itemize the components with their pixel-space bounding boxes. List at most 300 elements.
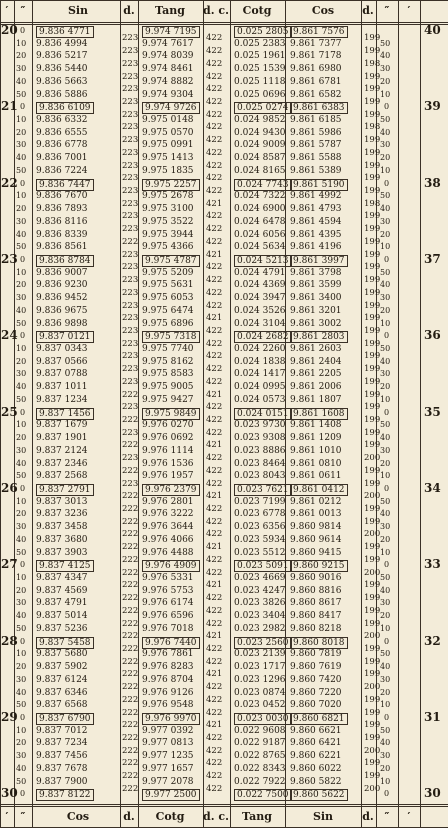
seconds-left: 50 [16,776,27,786]
seconds-left: 50 [16,623,27,633]
minute-right: 39 [424,99,441,114]
diff-cos: 199 [364,109,381,120]
seconds-right: 20 [380,458,391,468]
cotg-value: 0.022 8343 [234,763,286,774]
seconds-right: 10 [380,700,391,710]
diff-cos: 200 [364,783,381,794]
seconds-right: 40 [380,738,391,748]
tang-value: 9.976 2801 [142,496,194,507]
header-label: ′ [407,4,411,17]
header-label: d. [362,4,374,17]
seconds-right: 0 [384,789,390,799]
tang-value: 9.975 7740 [142,344,194,355]
minute-left: 27 [1,557,18,572]
seconds-right: 50 [380,496,391,506]
cos-value: 9.861 5588 [290,153,342,164]
diff-dc: 422 [206,694,223,705]
tang-value: 9.975 5209 [142,267,194,278]
minute-left: 25 [1,404,18,419]
seconds-left: 50 [16,547,27,557]
tang-value: 9.976 5331 [142,573,194,584]
sin-value: 9.836 8784 [36,255,94,267]
diff-dc: 421 [206,198,223,209]
diff-sin: 222 [122,491,139,502]
diff-cos: 199 [364,656,381,667]
diff-cos: 199 [364,415,381,425]
diff-sin: 223 [122,338,139,349]
diff-cos: 199 [364,84,381,95]
tang-value: 9.974 8461 [142,64,194,75]
seconds-right: 50 [380,420,391,430]
seconds-left: 40 [16,458,27,468]
diff-dc: 422 [206,618,223,629]
sin-value: 9.837 6124 [36,674,88,685]
cotg-value: 0.023 2982 [234,623,286,634]
tang-value: 9.975 9427 [142,394,194,405]
diff-cos: 199 [364,300,381,311]
header-label: ″ [384,4,390,17]
tang-value: 9.976 8283 [142,662,194,673]
minute-right: 34 [424,480,441,495]
header-label: d. [123,4,135,17]
cos-value: 9.861 2205 [290,369,342,380]
diff-cos: 199 [364,236,381,247]
cotg-value: 0.024 3526 [234,305,286,316]
tang-value: 9.974 9304 [142,89,194,100]
cos-value: 9.861 1408 [290,420,342,431]
sin-value: 9.837 1456 [36,408,94,420]
diff-dc: 422 [206,300,223,311]
header-label: Cotg [242,4,272,17]
cos-value: 9.861 1209 [290,433,342,444]
minute-left: 23 [1,251,18,266]
seconds-left: 10 [16,267,27,277]
diff-dc: 421 [206,542,223,553]
cos-value: 9.861 0611 [290,471,342,482]
seconds-right: 30 [380,751,391,761]
diff-cos: 199 [364,669,381,680]
diff-sin: 222 [122,605,139,616]
diff-dc: 422 [206,745,223,756]
cos-value: 9.860 8417 [290,611,342,622]
seconds-left: 30 [16,293,27,303]
seconds-left: 20 [16,662,27,672]
diff-dc: 422 [206,186,223,197]
sin-value: 9.836 4994 [36,38,88,49]
cotg-value: 0.024 1417 [234,369,286,380]
header-label: ″ [20,4,26,17]
diff-cos: 199 [364,516,381,527]
tang-value: 9.976 7440 [142,637,200,649]
cos-value: 9.861 7178 [290,51,342,62]
seconds-right: 40 [380,51,391,61]
sin-value: 9.837 2346 [36,458,88,469]
sin-value: 9.836 8339 [36,229,88,240]
tang-value: 9.975 6474 [142,305,194,316]
cotg-value: 0.023 5091 [234,560,292,572]
sin-value: 9.836 5663 [36,76,88,87]
cotg-value: 0.023 0874 [234,687,286,698]
cos-value: 9.860 5822 [290,776,342,787]
diff-cos: 199 [364,364,381,375]
cotg-value: 0.022 9187 [234,738,286,749]
row-rule [0,804,448,805]
seconds-left: 10 [16,115,27,125]
seconds-left: 10 [16,191,27,201]
seconds-left: 0 [20,560,26,570]
minute-left: 29 [1,709,18,724]
seconds-left: 20 [16,280,27,290]
cotg-value: 0.024 5634 [234,242,286,253]
tang-value: 9.976 6174 [142,598,194,609]
column-rule [203,0,204,828]
diff-cos: 199 [364,427,381,438]
seconds-left: 50 [16,318,27,328]
diff-dc: 422 [206,593,223,604]
diff-sin: 223 [122,46,139,57]
seconds-right: 0 [384,331,390,341]
seconds-left: 10 [16,725,27,735]
cos-value: 9.860 6221 [290,751,342,762]
cotg-value: 0.025 0274 [234,102,292,114]
seconds-right: 30 [380,598,391,608]
seconds-left: 30 [16,140,27,150]
seconds-right: 10 [380,242,391,252]
tang-value: 9.975 8583 [142,369,194,380]
diff-sin: 223 [122,325,139,336]
diff-sin: 223 [122,275,139,286]
diff-dc: 421 [206,631,223,642]
column-rule [361,0,362,828]
sin-value: 9.836 4771 [36,26,94,38]
cotg-value: 0.023 9308 [234,433,286,444]
cotg-value: 0.024 7743 [234,179,292,191]
diff-sin: 223 [122,351,139,362]
tang-value: 9.975 5631 [142,280,194,291]
diff-dc: 422 [206,758,223,769]
diff-dc: 422 [206,364,223,375]
diff-cos: 199 [364,287,381,298]
sin-value: 9.836 5440 [36,64,88,75]
sin-value: 9.836 9898 [36,318,88,329]
sin-value: 9.836 9007 [36,267,88,278]
diff-dc: 422 [206,325,223,336]
diff-sin: 223 [122,96,139,107]
diff-dc: 422 [206,415,223,425]
diff-sin: 223 [122,147,139,158]
diff-dc: 422 [206,682,223,693]
seconds-left: 20 [16,127,27,137]
tang-value: 9.976 0692 [142,433,194,444]
seconds-left: 20 [16,204,27,214]
sin-value: 9.836 7224 [36,165,88,176]
tang-value: 9.975 3522 [142,216,194,227]
sin-value: 9.837 6346 [36,687,88,698]
row-rule [0,806,448,807]
tang-value: 9.976 8704 [142,674,194,685]
diff-cos: 199 [364,186,381,197]
diff-sin: 223 [122,198,139,209]
minute-right: 40 [424,23,441,37]
seconds-left: 50 [16,394,27,404]
row-rule [0,24,448,25]
tang-value: 9.975 6896 [142,318,194,329]
diff-dc: 422 [206,453,223,464]
seconds-right: 10 [380,623,391,633]
cotg-value: 0.023 5934 [234,534,286,545]
seconds-right: 20 [380,763,391,773]
diff-dc: 422 [206,427,223,438]
seconds-left: 40 [16,76,27,86]
diff-sin: 222 [122,529,139,540]
diff-sin: 223 [122,224,139,235]
diff-cos: 199 [364,643,381,654]
diff-dc: 422 [206,351,223,362]
cotg-value: 0.022 9608 [234,725,286,736]
header-label: Tang [155,4,185,17]
diff-cos: 199 [364,33,381,44]
cos-value: 9.861 2603 [290,344,342,355]
diff-dc: 422 [206,567,223,578]
diff-cos: 199 [364,440,381,451]
cos-value: 9.860 7819 [290,649,342,660]
cotg-value: 0.024 5213 [234,255,292,267]
diff-cos: 199 [364,618,381,629]
seconds-left: 0 [20,331,26,341]
sin-value: 9.837 4791 [36,598,88,609]
diff-cos: 199 [364,733,381,744]
diff-dc: 422 [206,211,223,222]
footer-label: d. [123,810,135,823]
cotg-value: 0.024 6056 [234,229,286,240]
minute-left: 28 [1,633,18,648]
diff-sin: 223 [122,211,139,222]
cos-value: 9.861 7576 [290,26,348,38]
diff-sin: 222 [122,771,139,782]
cos-value: 9.860 7619 [290,662,342,673]
sin-value: 9.837 3903 [36,547,88,558]
sin-value: 9.837 4347 [36,573,88,584]
seconds-left: 50 [16,471,27,481]
cotg-value: 0.024 3104 [234,318,286,329]
tang-value: 9.977 0813 [142,738,194,749]
footer-label: d. [362,810,374,823]
cotg-value: 0.023 7621 [234,484,292,496]
column-rule [120,0,121,828]
diff-sin: 223 [122,173,139,184]
sin-value: 9.837 5014 [36,611,88,622]
seconds-left: 30 [16,445,27,455]
seconds-right: 0 [384,712,390,722]
sin-value: 9.837 6790 [36,713,94,725]
cos-value: 9.861 2803 [290,331,348,343]
minute-right: 37 [424,251,441,266]
sin-value: 9.836 7001 [36,153,88,164]
diff-sin: 223 [122,376,139,387]
minute-right: 33 [424,557,441,572]
minute-left: 21 [1,99,18,114]
sin-value: 9.836 5217 [36,51,88,62]
seconds-right: 50 [380,115,391,125]
diff-dc: 422 [206,465,223,476]
diff-dc: 422 [206,402,223,413]
cos-value: 9.861 3400 [290,293,342,304]
cos-value: 9.861 3599 [290,280,342,291]
cos-value: 9.861 5190 [290,179,348,191]
diff-sin: 222 [122,707,139,718]
seconds-left: 0 [20,178,26,188]
diff-sin: 222 [122,465,139,476]
seconds-left: 0 [20,483,26,493]
sin-value: 9.836 8561 [36,242,88,253]
tang-value: 9.977 2078 [142,776,194,787]
seconds-left: 0 [20,407,26,417]
diff-dc: 422 [206,478,223,489]
tang-value: 9.977 1657 [142,763,194,774]
seconds-right: 10 [380,471,391,481]
seconds-right: 30 [380,445,391,455]
diff-sin: 223 [122,109,139,120]
seconds-right: 30 [380,293,391,303]
tang-value: 9.974 9726 [142,102,200,114]
cos-value: 9.861 7377 [290,38,342,49]
cos-value: 9.861 4793 [290,204,342,215]
diff-cos: 199 [364,313,381,324]
sin-value: 9.837 6568 [36,700,88,711]
cotg-value: 0.024 4791 [234,267,286,278]
diff-cos: 199 [364,402,381,413]
seconds-right: 30 [380,369,391,379]
cos-value: 9.860 8018 [290,637,348,649]
diff-cos: 199 [364,389,381,400]
diff-dc: 422 [206,376,223,387]
seconds-left: 30 [16,64,27,74]
seconds-left: 30 [16,522,27,532]
seconds-left: 30 [16,598,27,608]
diff-sin: 223 [122,84,139,95]
cotg-value: 0.023 0452 [234,700,286,711]
cotg-value: 0.023 8043 [234,471,286,482]
cotg-value: 0.024 8165 [234,165,286,176]
diff-dc: 421 [206,491,223,502]
minute-left: 26 [1,480,18,495]
seconds-right: 10 [380,165,391,175]
seconds-left: 20 [16,51,27,61]
cos-value: 9.860 8816 [290,585,342,596]
sin-value: 9.837 4569 [36,585,88,596]
cos-value: 9.861 0212 [290,496,342,507]
seconds-right: 10 [380,547,391,557]
cos-value: 9.861 3798 [290,267,342,278]
sin-value: 9.836 9675 [36,305,88,316]
sin-value: 9.837 3013 [36,496,88,507]
cos-value: 9.861 0412 [290,484,348,496]
diff-cos: 199 [364,580,381,591]
tang-value: 9.976 4066 [142,534,194,545]
sin-value: 9.836 9452 [36,293,88,304]
cos-value: 9.861 6582 [290,89,342,100]
seconds-left: 40 [16,229,27,239]
diff-dc: 422 [206,46,223,57]
diff-cos: 199 [364,593,381,604]
tang-value: 9.975 0148 [142,115,194,126]
cos-value: 9.860 7220 [290,687,342,698]
seconds-left: 0 [20,789,26,799]
tang-value: 9.974 8882 [142,76,194,87]
cotg-value: 0.024 2682 [234,331,292,343]
diff-cos: 199 [364,694,381,705]
diff-sin: 222 [122,733,139,744]
diff-dc: 422 [206,33,223,44]
cos-value: 9.860 6621 [290,725,342,736]
seconds-right: 20 [380,382,391,392]
seconds-left: 40 [16,305,27,315]
seconds-right: 40 [380,280,391,290]
header-label: Cos [311,4,335,17]
seconds-right: 40 [380,509,391,519]
cos-value: 9.861 3002 [290,318,342,329]
tang-value: 9.974 7195 [142,26,200,38]
tang-value: 9.975 1413 [142,153,194,164]
minute-right: 31 [424,709,441,724]
cos-value: 9.860 6421 [290,738,342,749]
sin-value: 9.837 5236 [36,623,88,634]
diff-dc: 422 [206,84,223,95]
diff-dc: 422 [206,275,223,286]
diff-sin: 223 [122,249,139,260]
sin-value: 9.836 6555 [36,127,88,138]
sin-value: 9.837 7012 [36,725,88,736]
diff-dc: 422 [206,656,223,667]
cotg-value: 0.023 7199 [234,496,286,507]
seconds-right: 0 [384,254,390,264]
diff-cos: 200 [364,453,381,464]
diff-sin: 222 [122,567,139,578]
tang-value: 9.975 1835 [142,165,194,176]
tang-value: 9.975 9849 [142,408,200,420]
cos-value: 9.861 0810 [290,458,342,469]
cos-value: 9.861 5787 [290,140,342,151]
seconds-right: 40 [380,204,391,214]
sin-value: 9.837 1679 [36,420,88,431]
sin-value: 9.837 0343 [36,344,88,355]
tang-value: 9.976 3644 [142,522,194,533]
diff-cos: 200 [364,682,381,693]
diff-cos: 199 [364,211,381,222]
tang-value: 9.975 3944 [142,229,194,240]
diff-dc: 422 [206,109,223,120]
seconds-left: 50 [16,165,27,175]
column-rule [32,0,33,828]
seconds-right: 0 [384,560,390,570]
seconds-left: 40 [16,382,27,392]
diff-sin: 222 [122,669,139,680]
cotg-value: 0.023 9730 [234,420,286,431]
cotg-value: 0.024 9430 [234,127,286,138]
cos-value: 9.861 1608 [290,408,348,420]
tang-value: 9.975 0570 [142,127,194,138]
seconds-right: 30 [380,522,391,532]
cos-value: 9.861 6383 [290,102,348,114]
seconds-left: 10 [16,344,27,354]
seconds-right: 20 [380,153,391,163]
cos-value: 9.861 2404 [290,356,342,367]
cos-value: 9.860 6022 [290,763,342,774]
cotg-value: 0.023 3826 [234,598,286,609]
diff-cos: 199 [364,325,381,336]
diff-cos: 200 [364,529,381,540]
footer-label: Tang [242,810,272,823]
